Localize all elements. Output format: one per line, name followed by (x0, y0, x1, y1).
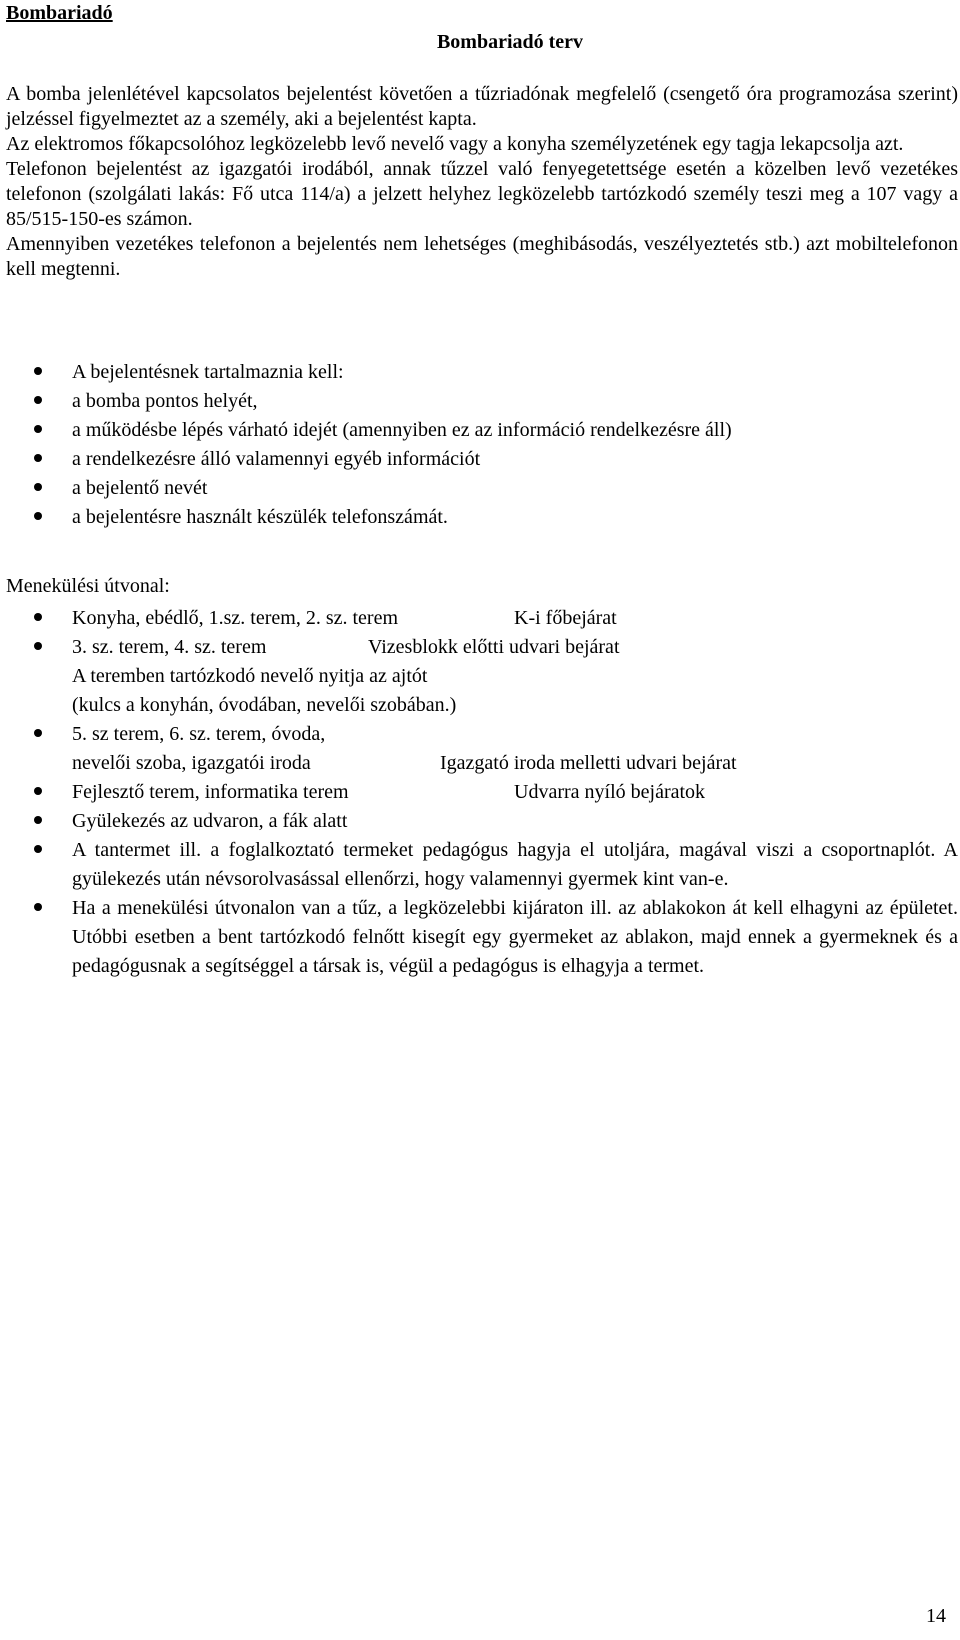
route-item-rooms-3-4: 3. sz. terem, 4. sz. terem Vizesblokk előtti udvari bejárat A teremben tartózkodó nevelő nyitja az ajtót (kulcs a konyhán, óvodában, nevelői szobában.) (6, 633, 958, 720)
escape-route-list (6, 604, 958, 981)
bullet-icon (34, 729, 42, 737)
bullet-icon (34, 367, 42, 375)
bullet-icon (34, 425, 42, 433)
route-item-kitchen: Konyha, ebédlő, 1.sz. terem, 2. sz. terem K-i főbejárat (6, 604, 958, 633)
section-heading: Bombariadó (6, 2, 113, 24)
route-item-development-room: Fejlesztő terem, informatika terem Udvarra nyíló bejáratok (6, 778, 958, 807)
bullet-icon (34, 787, 42, 795)
bullet-icon (34, 512, 42, 520)
bullet-icon (34, 816, 42, 824)
list-item: a bejelentő nevét (6, 474, 958, 503)
list-item: A bejelentésnek tartalmaznia kell: (6, 358, 958, 387)
bullet-icon (34, 903, 42, 911)
route-item-fire-on-route: Ha a menekülési útvonalon van a tűz, a legközelebbi kijáraton ill. az ablakokon át kell elhagyni az épületet. Utóbbi esetben a bent tartózkodó felnőtt kisegít egy gyermeket az ablakon, majd ennek a gyermeknek és a pedagógusnak a segítséggel a társak is, végül a pedagógus is elhagyja a termet. (6, 894, 958, 981)
paragraph-power-switch: Az elektromos főkapcsolóhoz legközelebb levő nevelő vagy a konyha személyzetének egy tagja lekapcsolja azt. (6, 133, 904, 155)
paragraph-alarm: A bomba jelenlétével kapcsolatos bejelentést követően a tűzriadónak megfelelő (csengető óra programozása szerint) jelzéssel figyelmeztet az a személy, aki a bejelentést kapta. (6, 83, 958, 130)
list-item: a bomba pontos helyét, (6, 387, 958, 416)
page-number: 14 (926, 1605, 946, 1627)
document-title: Bombariadó terv (436, 31, 584, 53)
route-item-rooms-5-6: 5. sz terem, 6. sz. terem, óvoda, nevelői szoba, igazgatói iroda Igazgató iroda melletti udvari bejárat (6, 720, 958, 778)
list-item: a működésbe lépés várható idejét (amennyiben ez az információ rendelkezésre áll) (6, 416, 958, 445)
route-item-assembly: Gyülekezés az udvaron, a fák alatt (6, 807, 958, 836)
route-item-teacher-leaves-last: A tantermet ill. a foglalkoztató termeket pedagógus hagyja el utoljára, magával viszi a csoportnaplót. A gyülekezés után névsorolvasással ellenőrzi, hogy valamennyi gyermek kint van-e. (6, 836, 958, 894)
intro-paragraphs (6, 82, 958, 282)
escape-route-label: Menekülési útvonal: (6, 575, 170, 597)
bullet-icon (34, 396, 42, 404)
bullet-icon (34, 613, 42, 621)
bullet-icon (34, 845, 42, 853)
list-item: a rendelkezésre álló valamennyi egyéb információt (6, 445, 958, 474)
list-item: a bejelentésre használt készülék telefonszámát. (6, 503, 958, 532)
paragraph-mobile-report: Amennyiben vezetékes telefonon a bejelentés nem lehetséges (meghibásodás, veszélyeztetés stb.) azt mobiltelefonon kell megtenni. (6, 233, 958, 280)
paragraph-phone-report: Telefonon bejelentést az igazgatói irodából, annak tűzzel való fenyegetettsége esetén a közelben levő vezetékes telefonon (szolgálati lakás: Fő utca 114/a) a jelzett helyhez legközelebb tartózkodó személy teszi meg a 107 vagy a 85/515-150-es számon. (6, 158, 958, 230)
bullet-icon (34, 454, 42, 462)
report-contents-list (6, 358, 958, 532)
bullet-icon (34, 483, 42, 491)
bullet-icon (34, 642, 42, 650)
